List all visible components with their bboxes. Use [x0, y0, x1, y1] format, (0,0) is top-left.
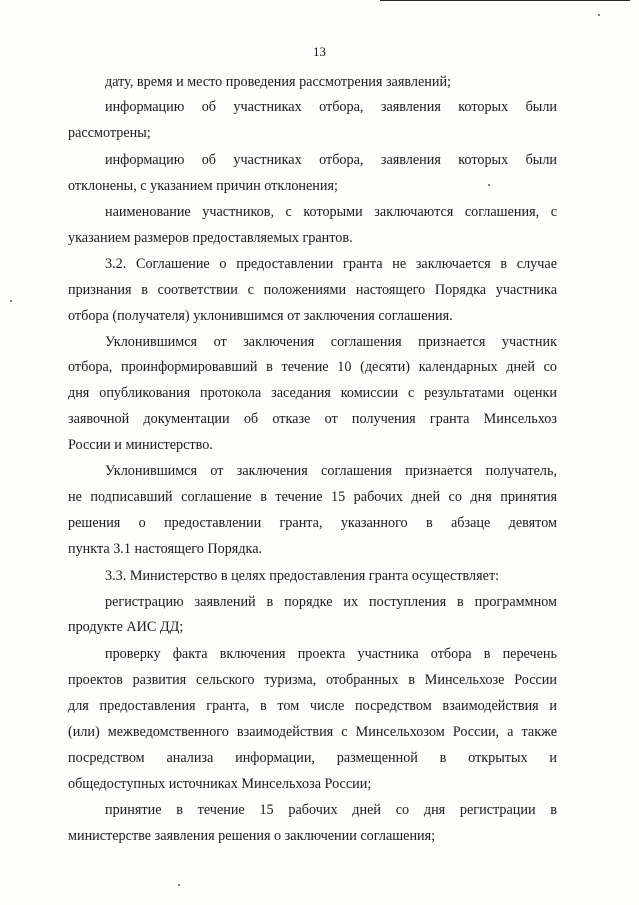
text-line: проектов развития сельского туризма, отобранных в Минсельхозе России — [68, 672, 557, 688]
text-line: дня опубликования протокола заседания комиссии с результатами оценки — [68, 385, 557, 401]
text-line: заявочной документации об отказе от получения гранта Минсельхоз — [68, 411, 557, 427]
text-line: посредством анализа информации, размещенной в открытых и — [68, 750, 557, 766]
text-line: отклонены, с указанием причин отклонения; — [68, 178, 338, 194]
text-line: общедоступных источниках Минсельхоза России; — [68, 776, 372, 792]
text-line: Уклонившимся от заключения соглашения признается получатель, — [105, 463, 557, 479]
text-line: продукте АИС ДД; — [68, 619, 184, 635]
text-line: отбора (получателя) уклонившимся от заключения соглашения. — [68, 308, 453, 324]
text-line: решения о предоставлении гранта, указанного в абзаце девятом — [68, 515, 557, 531]
text-line: проверку факта включения проекта участника отбора в перечень — [105, 646, 557, 662]
text-line: регистрацию заявлений в порядке их поступления в программном — [105, 594, 557, 610]
text-line: дату, время и место проведения рассмотрения заявлений; — [105, 74, 451, 90]
text-line: принятие в течение 15 рабочих дней со дня регистрации в — [105, 802, 557, 818]
text-line: информацию об участниках отбора, заявления которых были — [105, 99, 557, 115]
text-line: 3.2. Соглашение о предоставлении гранта не заключается в случае — [105, 256, 557, 272]
text-line: 3.3. Министерство в целях предоставления гранта осуществляет: — [105, 568, 500, 584]
text-line: информацию об участниках отбора, заявления которых были — [105, 152, 557, 168]
text-line: признания в соответствии с положениями настоящего Порядка участника — [68, 282, 557, 298]
text-line: рассмотрены; — [68, 125, 151, 141]
text-line: наименование участников, с которыми заключаются соглашения, с — [105, 204, 557, 220]
top-border-line — [380, 0, 630, 1]
page-number: 13 — [313, 44, 326, 59]
text-line: отбора, проинформировавший в течение 10 (десяти) календарных дней со — [68, 359, 557, 375]
text-line: указанием размеров предоставляемых грантов. — [68, 230, 353, 246]
text-line: министерстве заявления решения о заключении соглашения; — [68, 828, 436, 844]
scan-speck — [598, 14, 600, 16]
text-line: пункта 3.1 настоящего Порядка. — [68, 541, 263, 557]
scan-speck — [178, 884, 180, 886]
text-line: не подписавший соглашение в течение 15 рабочих дней со дня принятия — [68, 489, 557, 505]
text-line: России и министерство. — [68, 437, 213, 453]
scan-speck — [10, 300, 12, 302]
text-line: (или) межведомственного взаимодействия с Минсельхозом России, а также — [68, 724, 557, 740]
text-line: Уклонившимся от заключения соглашения признается участник — [105, 334, 557, 350]
text-line: для предоставления гранта, в том числе посредством взаимодействия и — [68, 698, 557, 714]
